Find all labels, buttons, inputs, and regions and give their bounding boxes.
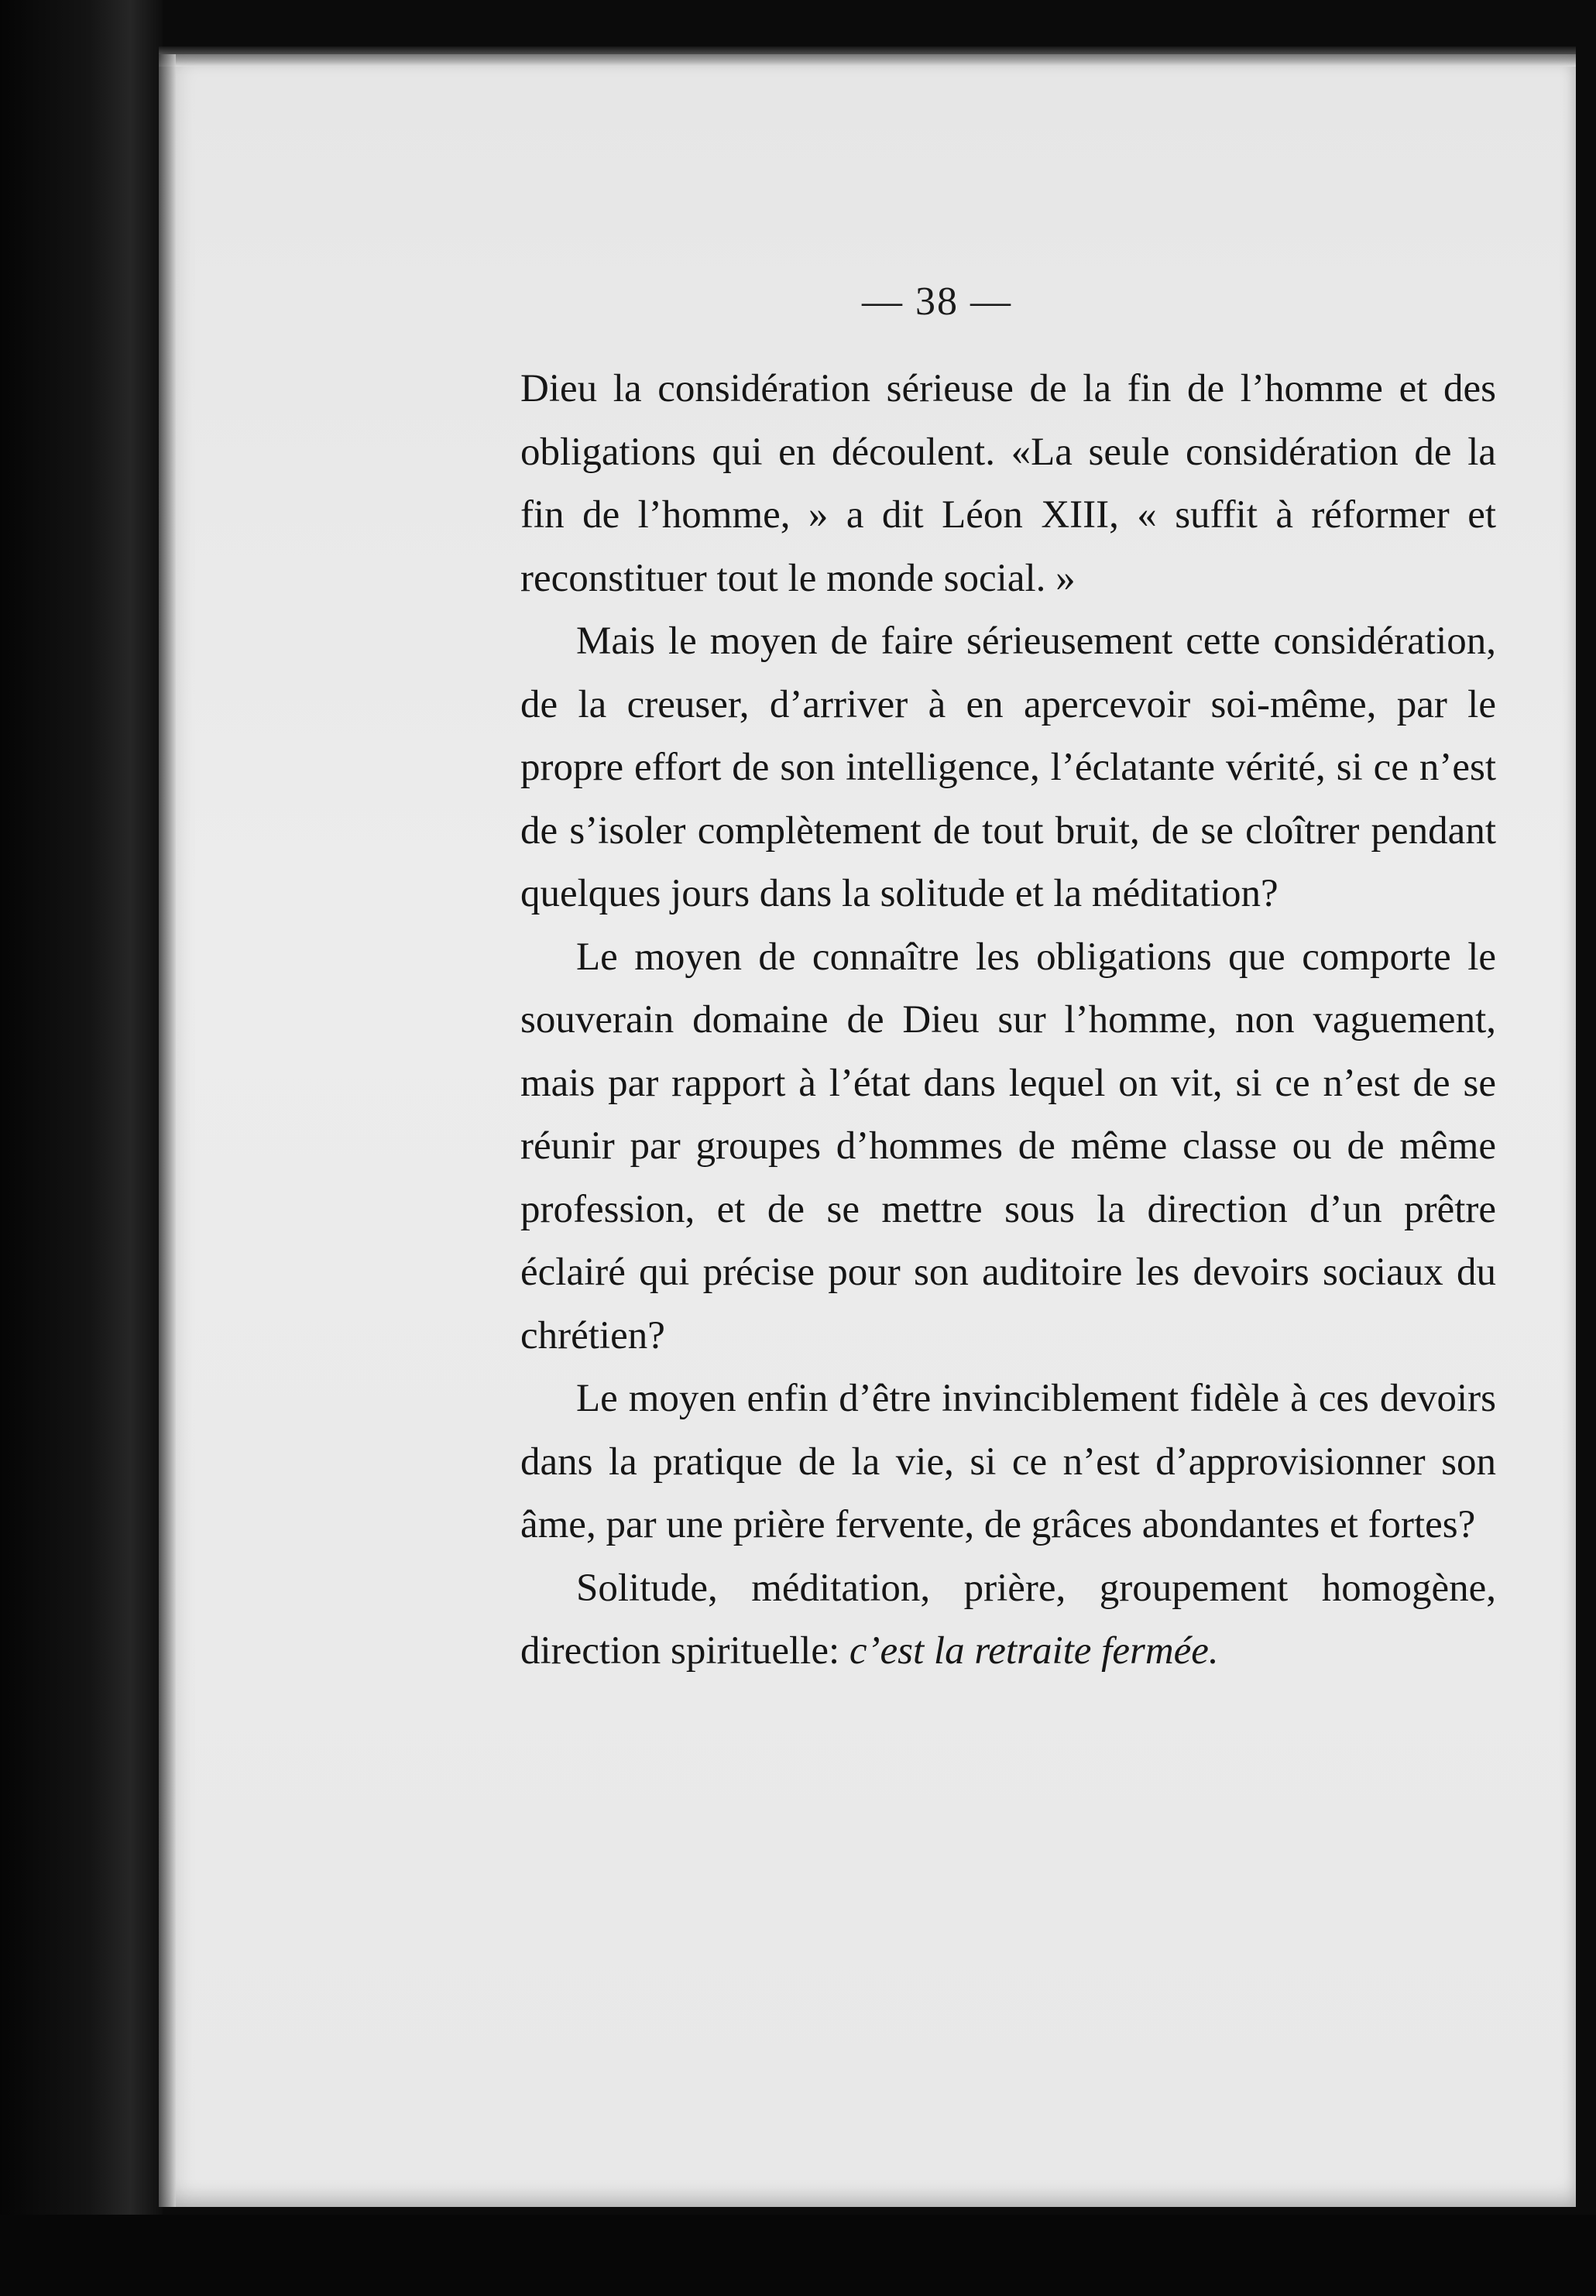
- paragraph-4: Le moyen enfin d’être invinciblement fidèle à ces devoirs dans la pratique de la vie, si ce n’est d’approvisionner son âme, par une prière fervente, de grâces abondantes et fortes?: [520, 1377, 1496, 1546]
- scan-background-left: [0, 0, 163, 2296]
- paragraph-3: Le moyen de connaître les obligations que comporte le souverain domaine de Dieu sur l’homme, non vaguement, mais par rapport à l’état dans lequel on vit, si ce n’est de se réunir par groupes d’hommes de même classe ou de même profession, et de se mettre sous la direction d’un prêtre éclairé qui précise pour son auditoire les devoirs sociaux du chrétien?: [520, 935, 1496, 1357]
- paragraph-2: Mais le moyen de faire sérieusement cette considération, de la creuser, d’arriver à en apercevoir soi-même, par le propre effort de son intelligence, l’éclatante vérité, si ce n’est de s’isoler complètement de tout bruit, de se cloîtrer pendant quelques jours dans la solitude et la méditation?: [520, 619, 1496, 915]
- scan-background-bottom: [0, 2215, 1596, 2296]
- paragraph-5-emphasis: c’est la retraite fermée.: [849, 1629, 1219, 1673]
- paragraph-5-text: Solitude, méditation, prière, groupement homogène, direction spirituelle:: [520, 1566, 1496, 1673]
- page-edge-left: [159, 54, 176, 2207]
- paragraph-5: [520, 1557, 1496, 1683]
- paragraph-1: Dieu la considération sérieuse de la fin de l’homme et des obligations qui en découlent. «La seule considération de la fin de l’homme, » a dit Léon XIII, « suffit à réformer et reconstituer tout le monde social. »: [520, 367, 1496, 600]
- page-edge-top: [159, 46, 1576, 67]
- body-text: [520, 358, 1496, 1683]
- page-number: — 38 —: [862, 280, 1012, 324]
